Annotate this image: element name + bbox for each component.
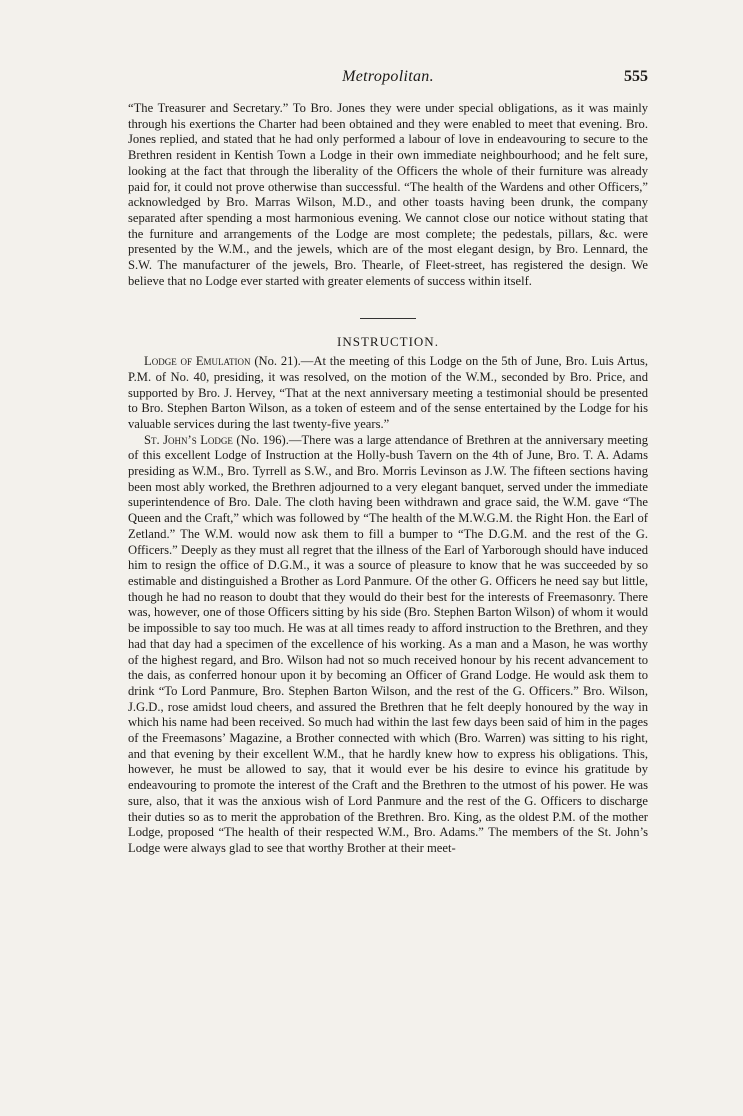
paragraph-st-johns-lodge (128, 433, 648, 857)
paragraph-lodge-of-emulation (128, 354, 648, 433)
page-number: 555 (624, 68, 648, 85)
article-body (128, 101, 648, 857)
section-divider (128, 289, 648, 347)
lodge-name-lead: Lodge of Emulation (144, 354, 251, 369)
divider-rule (360, 318, 416, 319)
running-title: Metropolitan. (342, 68, 434, 85)
page-header (128, 68, 648, 90)
section-heading: INSTRUCTION. (337, 334, 439, 350)
paragraph-lodge-report: “The Treasurer and Secretary.” To Bro. Jones they were under special obligations, as it was mainly through his exertions the Charter had been obtained and they were enabled to meet that evening. Bro. Jones replied, and stated that he had only performed a labour of love in endeavouring to secure to the Brethren resident in Kentish Town a Lodge in their own immediate neighbourhood; and he felt sure, looking at the fact that through the liberality of the Officers the whole of their furniture was already paid for, it could not prove otherwise than successful. “The health of the Wardens and other Officers,” acknowledged by Bro. Marras Wilson, M.D., and other toasts having been drunk, the company separated after spending a most harmonious evening. We cannot close our notice without stating that the furniture and arrangements of the Lodge are most complete; the pedestals, pillars, &c. were presented by the W.M., and the jewels, which are of the most elegant design, by Bro. Lennard, the S.W. The manufacturer of the jewels, Bro. Thearle, of Fleet-street, has registered the design. We believe that no Lodge ever started with greater elements of success within itself. (128, 101, 648, 288)
paragraph-text: (No. 21).—At the meeting of this Lodge on the 5th of June, Bro. Luis Artus, P.M. of No. 40, presiding, it was resolved, on the motion of the W.M., seconded by Bro. Price, and supported by Bro. J. Hervey, “That at the next anniversary meeting a testimonial should be presented to Bro. Stephen Barton Wilson, as a token of esteem and of the sense entertained by the Lodge for his valuable services during the last twenty-five years.” (128, 354, 649, 431)
paragraph-text: (No. 196).—There was a large attendance of Brethren at the anniversary meeting of this excellent Lodge of Instruction at the Holly-bush Tavern on the 4th of June, Bro. T. A. Adams presiding as W.M., Bro. Tyrrell as S.W., and Bro. Morris Levinson as J.W. The fifteen sections having been most ably worked, the Brethren adjourned to a very elegant banquet, served under the immediate superintendence of Bro. Dale. The cloth having been withdrawn and grace said, the W.M. gave “The Queen and the Craft,” which was followed by “The health of the M.W.G.M. the Right Hon. the Earl of Zetland.” The W.M. would now ask them to fill a bumper to “The D.G.M. and the rest of the G. Officers.” Deeply as they must all regret that the illness of the Earl of Yarborough should have induced him to resign the office of D.G.M., it was a source of pleasure to know that he was succeeded by so estimable and distinguished a Brother as Lord Panmure. Of the other G. Officers he need say but little, though he had no reason to doubt that they would do their best for the interests of Freemasonry. There was, however, one of those Officers sitting by his side (Bro. Stephen Barton Wilson) of whom it would be impossible to say too much. He was at all times ready to afford instruction to the Brethren, and they had that day had a specimen of the excellence of his working. As a man and a Mason, he was worthy of the highest regard, and Bro. Wilson had not so much received honour by his recent advancement to the dais, as conferred honour upon it by becoming an Officer of Grand Lodge. He would ask them to drink “To Lord Panmure, Bro. Stephen Barton Wilson, and the rest of the G. Officers.” Bro. Wilson, J.G.D., rose amidst loud cheers, and assured the Brethren that he felt deeply honoured by the way in which his name had been received. So much had within the last few days been said of him in the pages of the Freemasons’ Magazine, a Brother connected with which (Bro. Warren) was sitting to his right, and that evening by their excellent W.M., that he hardly knew how to express his obligations. This, however, he must be allowed to say, that it would ever be his desire to evince his gratitude by endeavouring to promote the interest of the Craft and the Brethren to the utmost of his power. He was sure, also, that it was the anxious wish of Lord Panmure and the rest of the G. Officers to discharge their duties so as to merit the approbation of the Brethren. Bro. King, as the oldest P.M. of the mother Lodge, proposed “The health of their respected W.M., Bro. Adams.” The members of the St. John’s Lodge were always glad to see that worthy Brother at their meet- (128, 432, 648, 855)
lodge-name-lead: St. John’s Lodge (144, 432, 233, 447)
